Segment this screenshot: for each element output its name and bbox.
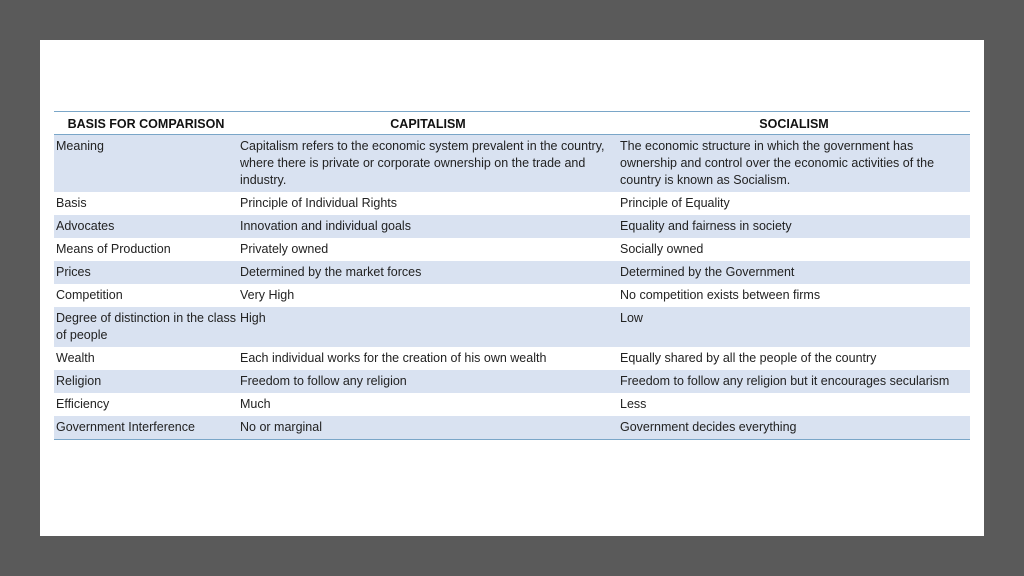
header-socialism: SOCIALISM <box>618 112 970 135</box>
cell-basis: Degree of distinction in the class of people <box>54 307 238 347</box>
cell-basis: Means of Production <box>54 238 238 261</box>
cell-basis: Prices <box>54 261 238 284</box>
cell-capitalism: Principle of Individual Rights <box>238 192 618 215</box>
cell-socialism: Freedom to follow any religion but it encourages secularism <box>618 370 970 393</box>
cell-capitalism: No or marginal <box>238 416 618 440</box>
cell-capitalism: Determined by the market forces <box>238 261 618 284</box>
cell-capitalism: High <box>238 307 618 347</box>
cell-socialism: Socially owned <box>618 238 970 261</box>
table-row <box>54 215 970 238</box>
cell-socialism: Less <box>618 393 970 416</box>
cell-socialism: The economic structure in which the government has ownership and control over the economic activities of the country is known as Socialism. <box>618 135 970 193</box>
table-row <box>54 370 970 393</box>
cell-capitalism: Innovation and individual goals <box>238 215 618 238</box>
table-header <box>54 112 970 135</box>
table-row <box>54 238 970 261</box>
cell-capitalism: Privately owned <box>238 238 618 261</box>
cell-capitalism: Each individual works for the creation of his own wealth <box>238 347 618 370</box>
cell-basis: Efficiency <box>54 393 238 416</box>
comparison-table <box>54 111 970 440</box>
cell-socialism: No competition exists between firms <box>618 284 970 307</box>
cell-basis: Basis <box>54 192 238 215</box>
cell-capitalism: Capitalism refers to the economic system prevalent in the country, where there is private or corporate ownership on the trade and industry. <box>238 135 618 193</box>
table-row <box>54 307 970 347</box>
cell-basis: Advocates <box>54 215 238 238</box>
table-row <box>54 416 970 440</box>
cell-socialism: Principle of Equality <box>618 192 970 215</box>
cell-socialism: Equally shared by all the people of the country <box>618 347 970 370</box>
cell-socialism: Equality and fairness in society <box>618 215 970 238</box>
comparison-table-container <box>54 111 970 440</box>
header-row <box>54 112 970 135</box>
header-capitalism: CAPITALISM <box>238 112 618 135</box>
cell-socialism: Government decides everything <box>618 416 970 440</box>
cell-socialism: Determined by the Government <box>618 261 970 284</box>
table-row <box>54 192 970 215</box>
cell-basis: Meaning <box>54 135 238 193</box>
cell-basis: Religion <box>54 370 238 393</box>
table-row <box>54 284 970 307</box>
slide <box>40 40 984 536</box>
cell-capitalism: Very High <box>238 284 618 307</box>
table-row <box>54 261 970 284</box>
cell-basis: Government Interference <box>54 416 238 440</box>
cell-capitalism: Much <box>238 393 618 416</box>
cell-socialism: Low <box>618 307 970 347</box>
table-row <box>54 393 970 416</box>
table-row <box>54 347 970 370</box>
table-body <box>54 135 970 440</box>
cell-basis: Competition <box>54 284 238 307</box>
table-row <box>54 135 970 193</box>
cell-basis: Wealth <box>54 347 238 370</box>
header-basis: BASIS FOR COMPARISON <box>54 112 238 135</box>
cell-capitalism: Freedom to follow any religion <box>238 370 618 393</box>
